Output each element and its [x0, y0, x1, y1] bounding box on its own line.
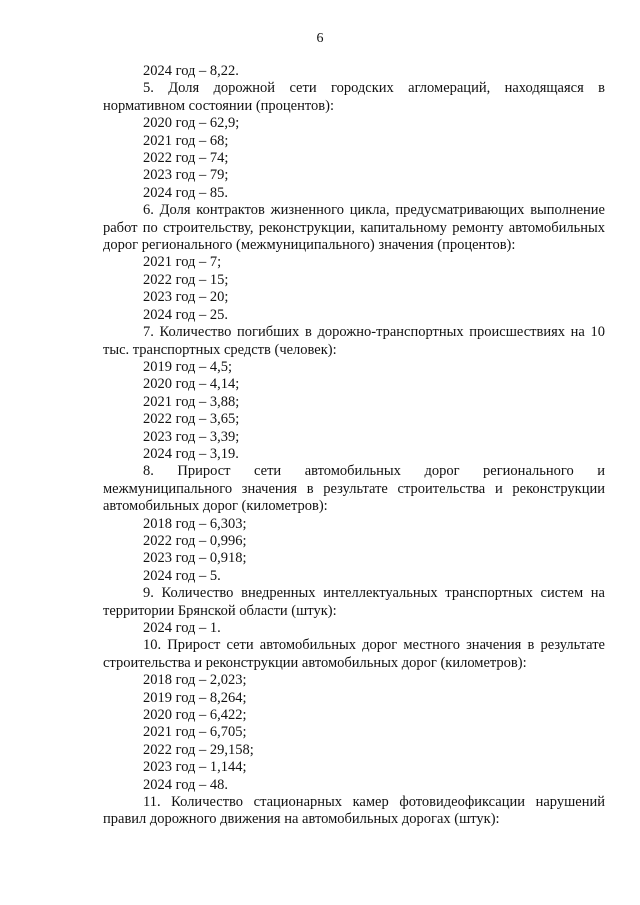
page-number: 6 [316, 31, 324, 46]
indicator-value-line: 2020 год – 4,14; [143, 376, 240, 393]
indicator-value-line: 2021 год – 7; [143, 254, 222, 271]
indicator-value-line: 2022 год – 15; [143, 271, 229, 288]
indicator-value-line: 2024 год – 5. [143, 567, 221, 584]
indicator-value-line: 2023 год – 0,918; [143, 550, 247, 567]
indicator-value-line: 2024 год – 25. [143, 306, 229, 323]
indicator-value-line: 2018 год – 2,023; [143, 672, 247, 689]
indicator-heading: 7. Количество погибших в дорожно-транспортных происшествиях на 10 тыс. транспортных средств (человек): [103, 324, 605, 358]
indicator-value-line: 2023 год – 3,39; [143, 428, 240, 445]
indicator-heading: 9. Количество внедренных интеллектуальных транспортных систем на территории Брянской области (штук): [103, 585, 605, 619]
document-body [103, 63, 605, 829]
indicator-value-line: 2020 год – 62,9; [143, 115, 240, 132]
indicator-value-line: 2022 год – 0,996; [143, 532, 247, 549]
indicator-heading: 10. Прирост сети автомобильных дорог местного значения в результате строительства и реконструкции автомобильных дорог (километров): [103, 637, 605, 671]
indicator-value-line: 2021 год – 6,705; [143, 724, 247, 741]
indicator-heading: 6. Доля контрактов жизненного цикла, предусматривающих выполнение работ по строительству, реконструкции, капитальному ремонту автомобильных дорог регионального (межмуниципального) значения (процентов): [103, 202, 605, 254]
indicator-value-line: 2023 год – 20; [143, 289, 229, 306]
indicator-value-line: 2024 год – 1. [143, 620, 221, 636]
indicator-value-line: 2023 год – 1,144; [143, 759, 247, 776]
indicator-heading: 8. Прирост сети автомобильных дорог регионального и межмуниципального значения в результате строительства и реконструкции автомобильных дорог (километров): [103, 463, 605, 515]
indicator-value-line: 2024 год – 48. [143, 776, 229, 793]
indicator-value-line: 2018 год – 6,303; [143, 515, 247, 532]
indicator-value-line: 2020 год – 6,422; [143, 707, 247, 724]
indicator-value-line: 2019 год – 8,264; [143, 689, 247, 706]
indicator-value-line: 2022 год – 74; [143, 150, 229, 167]
indicator-heading: 11. Количество стационарных камер фотовидеофиксации нарушений правил дорожного движения на автомобильных дорогах (штук): [103, 794, 605, 828]
indicator-value-line: 2021 год – 68; [143, 132, 229, 149]
indicator-value-line: 2023 год – 79; [143, 167, 229, 184]
indicator-value-line: 2021 год – 3,88; [143, 393, 240, 410]
indicator-value-line: 2024 год – 3,19. [143, 445, 239, 462]
indicator-heading: 5. Доля дорожной сети городских агломераций, находящаяся в нормативном состоянии (процентов): [103, 80, 605, 114]
indicator-value-line: 2022 год – 29,158; [143, 741, 254, 758]
indicator-value-line: 2024 год – 8,22. [143, 63, 239, 79]
indicator-value-line: 2022 год – 3,65; [143, 411, 240, 428]
indicator-value-line: 2024 год – 85. [143, 184, 229, 201]
indicator-value-line: 2019 год – 4,5; [143, 358, 233, 375]
